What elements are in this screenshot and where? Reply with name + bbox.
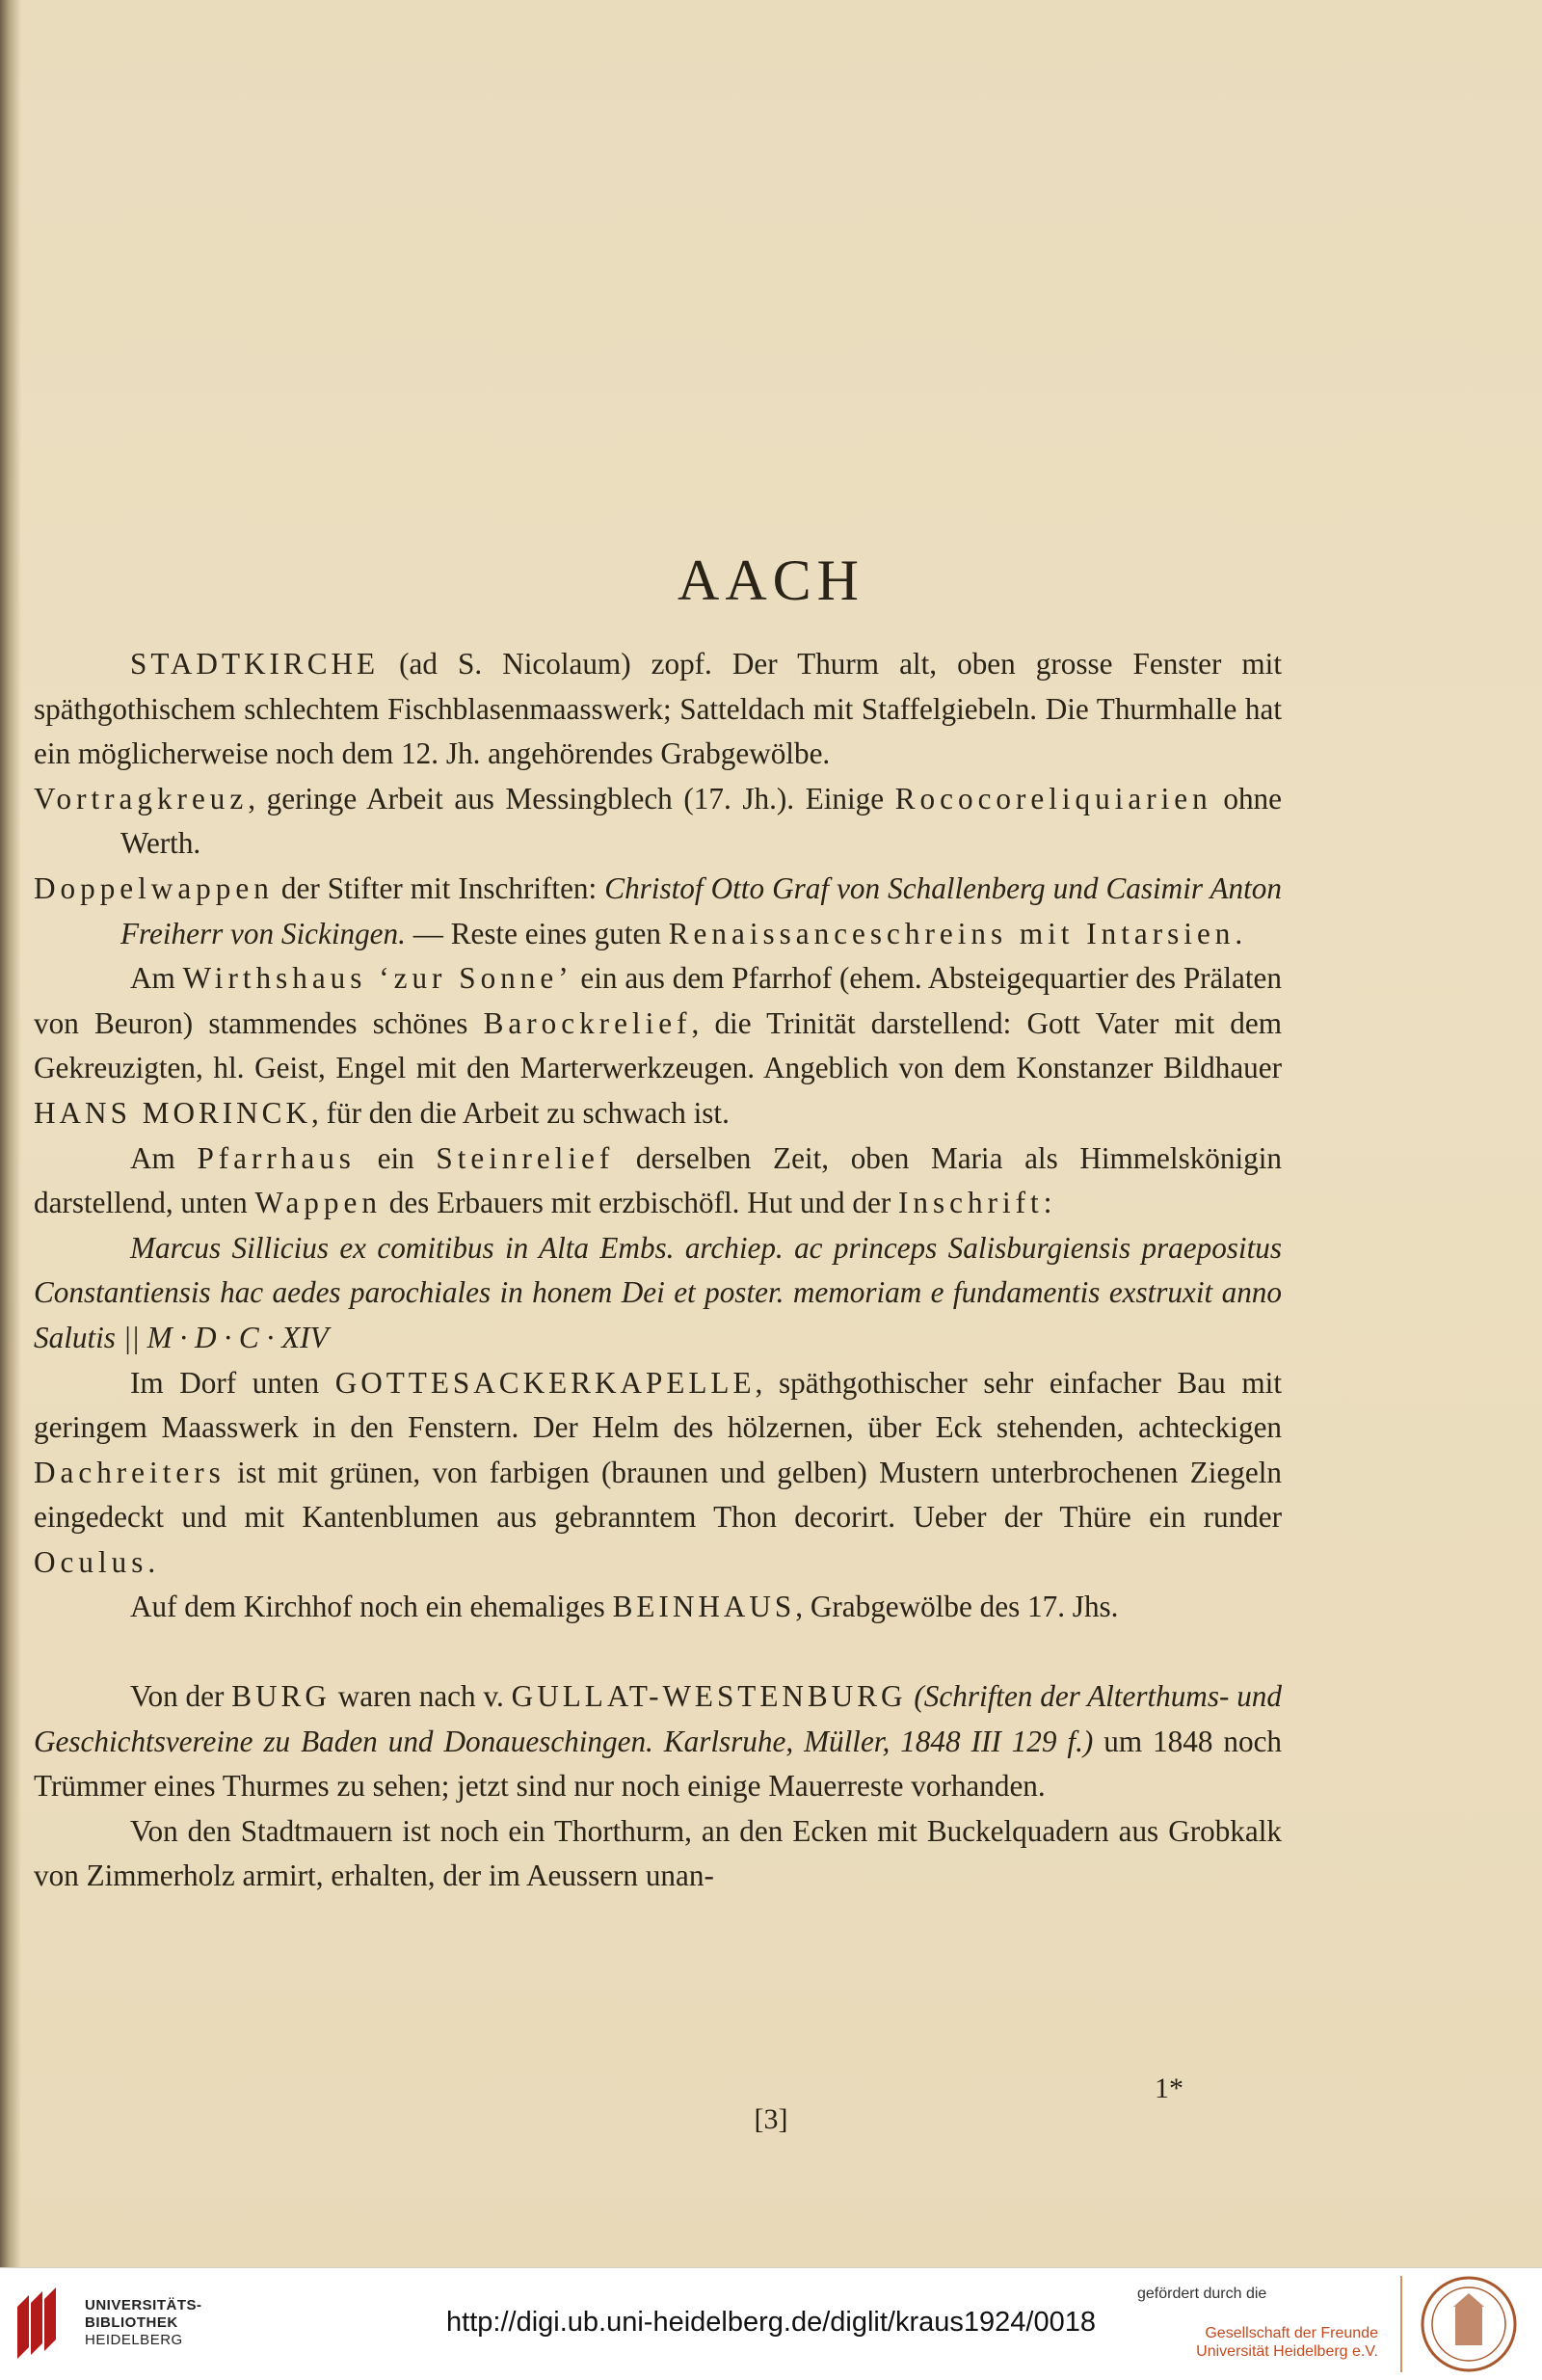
term-pfarrhaus: Pfarrhaus bbox=[197, 1140, 356, 1175]
paragraph-stadtkirche bbox=[34, 642, 1282, 777]
sponsor-divider bbox=[1400, 2276, 1402, 2372]
paragraph-text: um 1848 noch Trümmer eines Thurmes zu sehen; jetzt sind nur noch einige Mauerreste vorhanden. bbox=[34, 1724, 1282, 1804]
paragraph-text: ein bbox=[355, 1140, 437, 1175]
term-rococoreliquiarien: Rococoreliquiarien bbox=[894, 781, 1212, 816]
paragraph-text: , die Trinität darstellend: Gott Vater mit dem Gekreuzigten, hl. Geist, Engel mit den Marterwerkzeugen. Angeblich von dem Konstanzer Bildhauer bbox=[34, 1005, 1282, 1085]
paragraph-gottesackerkapelle bbox=[34, 1361, 1282, 1586]
section-gap bbox=[34, 1630, 1282, 1674]
paragraph-text: , Grabgewölbe des 17. Jhs. bbox=[795, 1590, 1119, 1624]
paragraph-text: der Stifter mit Inschriften: bbox=[273, 870, 605, 905]
paragraph-pfarrhaus bbox=[34, 1137, 1282, 1226]
term-inschrift: Inschrift bbox=[898, 1186, 1044, 1220]
sponsor-kicker: gefördert durch die bbox=[1137, 2286, 1267, 2302]
permalink-url[interactable]: http://digi.ub.uni-heidelberg.de/diglit/kraus1924/0018 bbox=[446, 2307, 1096, 2338]
paragraph-text: Im Dorf unten bbox=[130, 1365, 335, 1400]
paragraph-text: ist mit grünen, von farbigen (braunen und gelben) Mustern unterbrochenen Ziegeln eingedeckt und mit Kantenblumen aus gebranntem Thon decorirt. Ueber der Thüre ein runder bbox=[34, 1455, 1282, 1535]
paragraph-text: Am bbox=[130, 961, 183, 996]
sponsor-name: Gesellschaft der Freunde bbox=[1205, 2325, 1378, 2341]
paragraph-text: . bbox=[147, 1544, 156, 1579]
sponsor-name: Universität Heidelberg e.V. bbox=[1196, 2343, 1378, 2360]
author-name: GULLAT-WESTENBURG bbox=[511, 1679, 907, 1714]
term-barockrelief: Barockrelief bbox=[483, 1005, 692, 1040]
term-stadtkirche: STADTKIRCHE bbox=[130, 647, 380, 681]
page-number: [3] bbox=[754, 2103, 788, 2135]
signature-mark: 1* bbox=[1155, 2072, 1183, 2104]
term-wappen: Wappen bbox=[254, 1186, 382, 1220]
paragraph-stadtmauern: Von den Stadtmauern ist noch ein Thorthurm, an den Ecken mit Buckelquadern aus Grobkalk von Zimmerholz armirt, erhalten, der im Aeussern unan- bbox=[34, 1813, 1282, 1893]
paragraph-text: . bbox=[1235, 916, 1243, 950]
inscription-names: Christof Otto Graf von Schallenberg und Casimir Anton Freiherr von Sickingen. bbox=[120, 870, 1282, 950]
term-vortragkreuz: Vortragkreuz bbox=[34, 781, 249, 816]
paragraph-text: ohne Werth. bbox=[120, 781, 1282, 861]
term-steinrelief: Steinrelief bbox=[436, 1140, 615, 1175]
paragraph-text: Von der bbox=[130, 1679, 232, 1714]
library-name-line: UNIVERSITÄTS- bbox=[85, 2297, 202, 2313]
library-name-line: HEIDELBERG bbox=[85, 2332, 183, 2348]
paragraph-text: , für den die Arbeit zu schwach ist. bbox=[311, 1095, 730, 1130]
library-name-line: BIBLIOTHEK bbox=[85, 2314, 178, 2331]
paragraph-text: — Reste eines guten bbox=[405, 916, 669, 950]
term-renaissanceschrein: Renaissanceschreins mit Intarsien bbox=[668, 916, 1236, 950]
term-oculus: Oculus bbox=[34, 1544, 148, 1579]
term-burg: BURG bbox=[231, 1679, 331, 1714]
body-text bbox=[34, 642, 1282, 1899]
paragraph-text: des Erbauers mit erzbischöfl. Hut und der bbox=[381, 1186, 899, 1220]
paragraph-text: , geringe Arbeit aus Messingblech (17. Jh.). Einige bbox=[248, 781, 895, 816]
paragraph-text: ein aus dem Pfarrhof (ehem. Absteigequartier des Prälaten von Beuron) stammendes schönes bbox=[34, 961, 1282, 1040]
paragraph-beinhaus bbox=[34, 1585, 1282, 1630]
sponsor-block[interactable] bbox=[1137, 2286, 1378, 2361]
paragraph-vortragkreuz bbox=[34, 777, 1282, 867]
viewer-footer bbox=[0, 2267, 1542, 2380]
paragraph-text: derselben Zeit, oben Maria als Himmelskönigin darstellend, unten bbox=[34, 1140, 1283, 1220]
artist-name: HANS MORINCK bbox=[34, 1095, 311, 1130]
term-beinhaus: BEINHAUS bbox=[612, 1590, 796, 1624]
paragraph-text: waren nach v. bbox=[330, 1679, 512, 1714]
citation: (Schriften der Alterthums- und Geschichtsvereine zu Baden und Donaueschingen. Karlsruhe, Müller, 1848 III 129 f.) bbox=[34, 1679, 1282, 1758]
paragraph-text: Am bbox=[130, 1140, 198, 1175]
university-seal-icon bbox=[1419, 2274, 1519, 2379]
paragraph-text: : bbox=[1043, 1186, 1052, 1220]
paragraph-burg bbox=[34, 1674, 1282, 1809]
paragraph-text: , späthgothischer sehr einfacher Bau mit geringem Maasswerk in den Fenstern. Der Helm des hölzernen, über Eck stehenden, achteckigen bbox=[34, 1365, 1282, 1445]
term-wirthshaus: Wirthshaus ‘zur Sonne’ bbox=[182, 961, 573, 996]
term-gottesackerkapelle: GOTTESACKERKAPELLE bbox=[334, 1365, 756, 1400]
page-title: AACH bbox=[677, 548, 864, 612]
paragraph-text: Auf dem Kirchhof noch ein ehemaliges bbox=[130, 1590, 613, 1624]
term-dachreiter: Dachreiters bbox=[34, 1455, 226, 1489]
term-doppelwappen: Doppelwappen bbox=[34, 870, 274, 905]
latin-inscription: Marcus Sillicius ex comitibus in Alta Embs. archiep. ac princeps Salisburgiensis praepositus Constantiensis hac aedes parochiales in honem Dei et poster. memoriam e fundamentis exstruxit anno Salutis || M · D · C · XIV bbox=[34, 1230, 1282, 1354]
paragraph-wirthshaus bbox=[34, 956, 1282, 1136]
paragraph-doppelwappen bbox=[34, 867, 1282, 956]
paragraph-text: (ad S. Nicolaum) zopf. Der Thurm alt, oben grosse Fenster mit späthgothischem schlechtem Fischblasenmaasswerk; Satteldach mit Staffelgiebeln. Die Thurmhalle hat ein möglicherweise noch dem 12. Jh. angehörendes Grabgewölbe. bbox=[34, 647, 1282, 771]
